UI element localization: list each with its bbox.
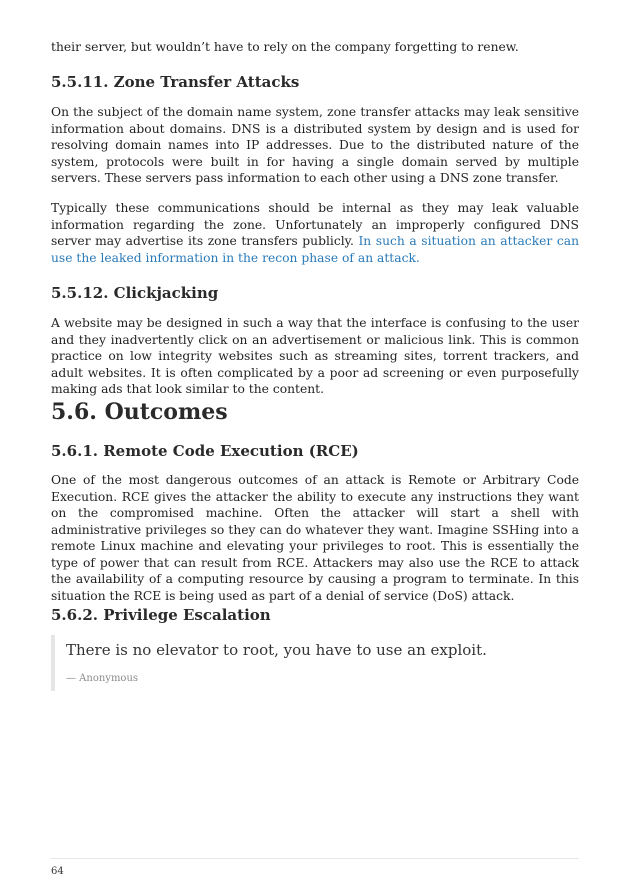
heading-zone-transfer: 5.5.11. Zone Transfer Attacks: [51, 73, 300, 91]
recon-phase-link[interactable]: In such a situation an attacker can use the leaked information in the recon phase of an attack.: [51, 234, 579, 265]
quote-attribution: — Anonymous: [66, 673, 139, 684]
quote-text: There is no elevator to root, you have to use an exploit.: [66, 641, 487, 659]
footer-divider: [51, 858, 579, 859]
heading-rce: 5.6.1. Remote Code Execution (RCE): [51, 442, 359, 460]
intro-line: their server, but wouldn’t have to rely on the company forgetting to renew.: [51, 40, 519, 54]
zone-transfer-paragraph-2-text: Typically these communications should be internal as they may leak valuable information regarding the zone. Unfortunately an improperly configured DNS server may advertise its zone transfers publicly.: [51, 201, 579, 248]
zone-transfer-paragraph-1: On the subject of the domain name system, zone transfer attacks may leak sensitive information about domains. DNS is a distributed system by design and is used for resolving domain names into IP addresses. Due to the distributed nature of the system, protocols were built in for having a single domain served by multiple servers. These servers pass information to each other using a DNS zone transfer.: [51, 105, 579, 185]
blockquote: [51, 635, 571, 691]
page-number: 64: [51, 866, 64, 877]
rce-paragraph: One of the most dangerous outcomes of an attack is Remote or Arbitrary Code Execution. RCE gives the attacker the ability to execute any instructions they want on the compromised machine. Often the attacker will start a shell with administrative privileges so they can do whatever they want. Imagine SSHing into a remote Linux machine and elevating your privileges to root. This is essentially the type of power that can result from RCE. Attackers may also use the RCE to attack the availability of a computing resource by causing a program to terminate. In this situation the RCE is being used as part of a denial of service (DoS) attack.: [51, 473, 579, 603]
zone-transfer-paragraph-2: [51, 200, 579, 266]
heading-privilege-escalation: 5.6.2. Privilege Escalation: [51, 606, 271, 624]
heading-outcomes: 5.6. Outcomes: [51, 399, 228, 425]
heading-clickjacking: 5.5.12. Clickjacking: [51, 284, 219, 302]
clickjacking-paragraph: A website may be designed in such a way that the interface is confusing to the user and they inadvertently click on an advertisement or malicious link. This is common practice on low integrity websites such as streaming sites, torrent trackers, and adult websites. It is often complicated by a poor ad screening or even purposefully making ads that look similar to the content.: [51, 316, 579, 396]
